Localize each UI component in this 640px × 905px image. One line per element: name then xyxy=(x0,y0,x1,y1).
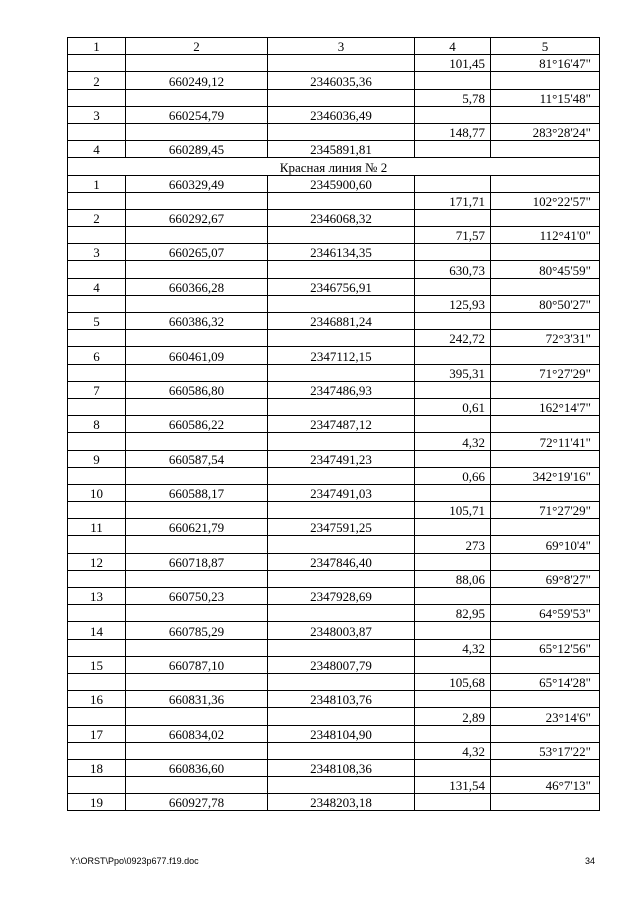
table-cell xyxy=(491,244,600,261)
table-cell: 6 xyxy=(68,347,126,364)
coordinates-table-body xyxy=(68,38,600,811)
table-cell: 2346881,24 xyxy=(268,313,415,330)
table-row xyxy=(68,450,600,467)
table-cell xyxy=(491,313,600,330)
table-cell: 11°15'48" xyxy=(491,89,600,106)
table-row xyxy=(68,89,600,106)
table-cell: 1 xyxy=(68,38,126,55)
table-cell xyxy=(415,416,491,433)
table-cell: 2345891,81 xyxy=(268,141,415,158)
table-cell: 0,61 xyxy=(415,398,491,415)
table-cell xyxy=(491,278,600,295)
table-cell: 14 xyxy=(68,622,126,639)
table-cell xyxy=(268,261,415,278)
table-cell xyxy=(268,398,415,415)
table-row xyxy=(68,656,600,673)
table-cell: 2347491,23 xyxy=(268,450,415,467)
table-row xyxy=(68,278,600,295)
section-title: Красная линия № 2 xyxy=(68,158,600,175)
table-cell xyxy=(68,330,126,347)
table-cell: 2347486,93 xyxy=(268,381,415,398)
table-cell xyxy=(268,708,415,725)
table-cell xyxy=(491,519,600,536)
table-row xyxy=(68,261,600,278)
table-cell: 2 xyxy=(68,72,126,89)
table-cell xyxy=(68,192,126,209)
table-cell xyxy=(268,55,415,72)
table-cell xyxy=(491,622,600,639)
table-cell xyxy=(126,261,268,278)
table-cell: 2348203,18 xyxy=(268,794,415,811)
table-row xyxy=(68,209,600,226)
table-cell xyxy=(126,55,268,72)
table-cell: 2347487,12 xyxy=(268,416,415,433)
table-cell: 2347591,25 xyxy=(268,519,415,536)
table-cell: 2347112,15 xyxy=(268,347,415,364)
table-cell xyxy=(491,759,600,776)
table-cell: 7 xyxy=(68,381,126,398)
table-cell xyxy=(415,313,491,330)
table-row xyxy=(68,295,600,312)
table-cell xyxy=(415,725,491,742)
table-cell: 2346134,35 xyxy=(268,244,415,261)
table-cell: 112°41'0" xyxy=(491,227,600,244)
table-cell xyxy=(415,106,491,123)
table-row xyxy=(68,536,600,553)
table-cell xyxy=(415,141,491,158)
table-cell xyxy=(491,450,600,467)
table-cell: 660586,80 xyxy=(126,381,268,398)
table-cell: 660927,78 xyxy=(126,794,268,811)
table-cell xyxy=(491,106,600,123)
table-cell: 2 xyxy=(68,209,126,226)
table-cell xyxy=(415,759,491,776)
table-row xyxy=(68,227,600,244)
table-cell: 660289,45 xyxy=(126,141,268,158)
table-cell: 23°14'6" xyxy=(491,708,600,725)
table-cell xyxy=(126,639,268,656)
table-cell xyxy=(415,244,491,261)
table-cell xyxy=(68,398,126,415)
table-cell xyxy=(126,433,268,450)
table-cell: 660785,29 xyxy=(126,622,268,639)
table-row xyxy=(68,398,600,415)
table-cell: 4,32 xyxy=(415,433,491,450)
table-row xyxy=(68,55,600,72)
table-cell xyxy=(68,227,126,244)
table-cell: 660461,09 xyxy=(126,347,268,364)
table-header-row xyxy=(68,38,600,55)
table-cell: 8 xyxy=(68,416,126,433)
table-cell xyxy=(491,72,600,89)
table-row xyxy=(68,777,600,794)
table-cell xyxy=(491,794,600,811)
table-cell xyxy=(126,467,268,484)
table-cell: 12 xyxy=(68,553,126,570)
table-cell: 2 xyxy=(126,38,268,55)
table-cell xyxy=(126,364,268,381)
table-cell xyxy=(415,553,491,570)
table-row xyxy=(68,123,600,140)
table-row xyxy=(68,381,600,398)
table-cell xyxy=(268,536,415,553)
table-cell xyxy=(415,450,491,467)
footer-page-number: 34 xyxy=(585,856,596,866)
table-cell: 660366,28 xyxy=(126,278,268,295)
table-cell xyxy=(268,364,415,381)
table-cell: 2346035,36 xyxy=(268,72,415,89)
table-cell xyxy=(415,278,491,295)
table-cell xyxy=(415,656,491,673)
table-row xyxy=(68,433,600,450)
table-cell xyxy=(268,639,415,656)
table-cell xyxy=(268,330,415,347)
table-cell: 660718,87 xyxy=(126,553,268,570)
table-cell: 81°16'47" xyxy=(491,55,600,72)
table-row xyxy=(68,502,600,519)
table-cell: 660787,10 xyxy=(126,656,268,673)
table-cell xyxy=(126,673,268,690)
table-cell xyxy=(268,467,415,484)
table-cell xyxy=(268,502,415,519)
table-cell: 4 xyxy=(415,38,491,55)
table-cell: 17 xyxy=(68,725,126,742)
table-cell: 395,31 xyxy=(415,364,491,381)
table-cell xyxy=(415,347,491,364)
table-cell: 2346756,91 xyxy=(268,278,415,295)
table-row xyxy=(68,588,600,605)
table-cell xyxy=(491,416,600,433)
table-cell: 2347491,03 xyxy=(268,484,415,501)
table-row xyxy=(68,794,600,811)
table-cell: 630,73 xyxy=(415,261,491,278)
table-cell xyxy=(491,725,600,742)
table-cell: 2346068,32 xyxy=(268,209,415,226)
table-cell: 273 xyxy=(415,536,491,553)
table-row xyxy=(68,141,600,158)
table-row xyxy=(68,742,600,759)
table-cell: 19 xyxy=(68,794,126,811)
footer-file-path: Y:\ORST\Ppo\0923p677.f19.doc xyxy=(70,856,199,866)
table-cell: 2347928,69 xyxy=(268,588,415,605)
table-cell xyxy=(126,605,268,622)
table-row xyxy=(68,484,600,501)
table-cell xyxy=(126,777,268,794)
table-cell: 69°10'4" xyxy=(491,536,600,553)
coordinates-table xyxy=(67,37,600,811)
table-row xyxy=(68,244,600,261)
table-cell xyxy=(268,570,415,587)
table-cell: 660249,12 xyxy=(126,72,268,89)
table-cell xyxy=(68,123,126,140)
table-cell: 660254,79 xyxy=(126,106,268,123)
table-cell: 125,93 xyxy=(415,295,491,312)
table-cell: 1 xyxy=(68,175,126,192)
table-cell xyxy=(491,209,600,226)
table-cell xyxy=(491,141,600,158)
table-cell: 660834,02 xyxy=(126,725,268,742)
table-cell: 69°8'27" xyxy=(491,570,600,587)
table-cell: 2,89 xyxy=(415,708,491,725)
table-cell: 2348108,36 xyxy=(268,759,415,776)
table-cell xyxy=(126,536,268,553)
table-cell: 131,54 xyxy=(415,777,491,794)
table-cell: 5 xyxy=(491,38,600,55)
table-row xyxy=(68,605,600,622)
table-cell: 660265,07 xyxy=(126,244,268,261)
table-row xyxy=(68,72,600,89)
table-cell xyxy=(68,433,126,450)
table-cell xyxy=(68,742,126,759)
table-cell: 660621,79 xyxy=(126,519,268,536)
table-cell xyxy=(68,777,126,794)
table-cell xyxy=(268,123,415,140)
table-cell: 101,45 xyxy=(415,55,491,72)
table-cell xyxy=(491,588,600,605)
table-cell xyxy=(68,467,126,484)
table-cell: 80°45'59" xyxy=(491,261,600,278)
table-cell xyxy=(491,381,600,398)
table-cell xyxy=(126,89,268,106)
table-cell: 10 xyxy=(68,484,126,501)
table-cell: 2348103,76 xyxy=(268,691,415,708)
table-cell xyxy=(415,622,491,639)
table-cell xyxy=(415,175,491,192)
table-cell: 16 xyxy=(68,691,126,708)
table-row xyxy=(68,639,600,656)
table-cell xyxy=(491,691,600,708)
table-cell: 82,95 xyxy=(415,605,491,622)
table-cell xyxy=(268,89,415,106)
table-cell: 3 xyxy=(68,106,126,123)
table-cell: 11 xyxy=(68,519,126,536)
table-cell: 660292,67 xyxy=(126,209,268,226)
table-cell: 71°27'29" xyxy=(491,364,600,381)
table-cell xyxy=(68,673,126,690)
table-row xyxy=(68,416,600,433)
table-cell: 660836,60 xyxy=(126,759,268,776)
table-row xyxy=(68,570,600,587)
table-cell: 283°28'24" xyxy=(491,123,600,140)
table-cell: 9 xyxy=(68,450,126,467)
table-cell xyxy=(126,227,268,244)
table-cell: 4 xyxy=(68,278,126,295)
table-row xyxy=(68,330,600,347)
table-cell: 102°22'57" xyxy=(491,192,600,209)
table-cell xyxy=(415,691,491,708)
table-cell: 53°17'22" xyxy=(491,742,600,759)
table-cell: 5 xyxy=(68,313,126,330)
table-cell: 15 xyxy=(68,656,126,673)
table-cell xyxy=(268,192,415,209)
table-cell xyxy=(68,639,126,656)
table-cell: 105,71 xyxy=(415,502,491,519)
table-cell xyxy=(68,295,126,312)
table-cell xyxy=(491,656,600,673)
table-cell: 72°3'31" xyxy=(491,330,600,347)
table-cell xyxy=(268,605,415,622)
table-cell: 660587,54 xyxy=(126,450,268,467)
table-cell: 342°19'16" xyxy=(491,467,600,484)
table-cell xyxy=(68,536,126,553)
table-row xyxy=(68,467,600,484)
table-cell xyxy=(415,484,491,501)
table-row xyxy=(68,691,600,708)
table-cell: 2347846,40 xyxy=(268,553,415,570)
table-cell xyxy=(68,502,126,519)
table-cell: 88,06 xyxy=(415,570,491,587)
section-row xyxy=(68,158,600,175)
table-cell xyxy=(415,381,491,398)
table-cell xyxy=(415,794,491,811)
table-row xyxy=(68,725,600,742)
table-row xyxy=(68,553,600,570)
table-cell: 2346036,49 xyxy=(268,106,415,123)
table-cell: 660831,36 xyxy=(126,691,268,708)
table-cell: 71,57 xyxy=(415,227,491,244)
table-cell xyxy=(268,295,415,312)
table-row xyxy=(68,192,600,209)
table-cell: 46°7'13" xyxy=(491,777,600,794)
table-cell xyxy=(491,347,600,364)
table-row xyxy=(68,364,600,381)
table-cell xyxy=(68,605,126,622)
table-row xyxy=(68,673,600,690)
table-cell xyxy=(491,175,600,192)
table-cell xyxy=(126,330,268,347)
table-cell: 660588,17 xyxy=(126,484,268,501)
table-cell: 105,68 xyxy=(415,673,491,690)
table-cell xyxy=(68,55,126,72)
table-cell xyxy=(415,588,491,605)
table-row xyxy=(68,313,600,330)
table-cell: 65°12'56" xyxy=(491,639,600,656)
table-row xyxy=(68,759,600,776)
table-cell: 80°50'27" xyxy=(491,295,600,312)
table-cell: 660329,49 xyxy=(126,175,268,192)
table-cell xyxy=(268,227,415,244)
table-cell xyxy=(126,570,268,587)
table-cell xyxy=(126,295,268,312)
table-cell xyxy=(415,72,491,89)
table-cell: 242,72 xyxy=(415,330,491,347)
table-cell xyxy=(268,673,415,690)
table-cell: 18 xyxy=(68,759,126,776)
table-cell: 64°59'53" xyxy=(491,605,600,622)
table-cell xyxy=(491,553,600,570)
table-cell xyxy=(415,209,491,226)
table-cell: 660386,32 xyxy=(126,313,268,330)
table-row xyxy=(68,708,600,725)
table-cell: 5,78 xyxy=(415,89,491,106)
table-cell xyxy=(126,708,268,725)
table-cell: 2348003,87 xyxy=(268,622,415,639)
table-cell: 65°14'28" xyxy=(491,673,600,690)
table-cell: 660750,23 xyxy=(126,588,268,605)
table-row xyxy=(68,175,600,192)
table-cell xyxy=(415,519,491,536)
table-cell: 660586,22 xyxy=(126,416,268,433)
table-cell: 162°14'7" xyxy=(491,398,600,415)
table-cell: 13 xyxy=(68,588,126,605)
table-cell xyxy=(68,261,126,278)
table-cell xyxy=(268,433,415,450)
table-cell: 2348007,79 xyxy=(268,656,415,673)
table-cell xyxy=(68,364,126,381)
table-cell: 3 xyxy=(268,38,415,55)
table-cell xyxy=(491,484,600,501)
table-row xyxy=(68,106,600,123)
table-cell: 171,71 xyxy=(415,192,491,209)
table-cell xyxy=(68,570,126,587)
table-cell: 4,32 xyxy=(415,742,491,759)
table-cell xyxy=(68,708,126,725)
table-cell: 4,32 xyxy=(415,639,491,656)
table-cell xyxy=(268,777,415,794)
table-cell xyxy=(126,742,268,759)
table-cell xyxy=(126,123,268,140)
table-cell xyxy=(268,742,415,759)
table-cell: 3 xyxy=(68,244,126,261)
table-cell: 72°11'41" xyxy=(491,433,600,450)
table-row xyxy=(68,347,600,364)
table-cell xyxy=(126,398,268,415)
table-cell: 2348104,90 xyxy=(268,725,415,742)
table-cell: 148,77 xyxy=(415,123,491,140)
table-cell: 2345900,60 xyxy=(268,175,415,192)
table-cell: 4 xyxy=(68,141,126,158)
table-cell: 0,66 xyxy=(415,467,491,484)
table-row xyxy=(68,519,600,536)
table-cell xyxy=(68,89,126,106)
table-cell xyxy=(126,502,268,519)
table-cell: 71°27'29" xyxy=(491,502,600,519)
table-cell xyxy=(126,192,268,209)
table-row xyxy=(68,622,600,639)
